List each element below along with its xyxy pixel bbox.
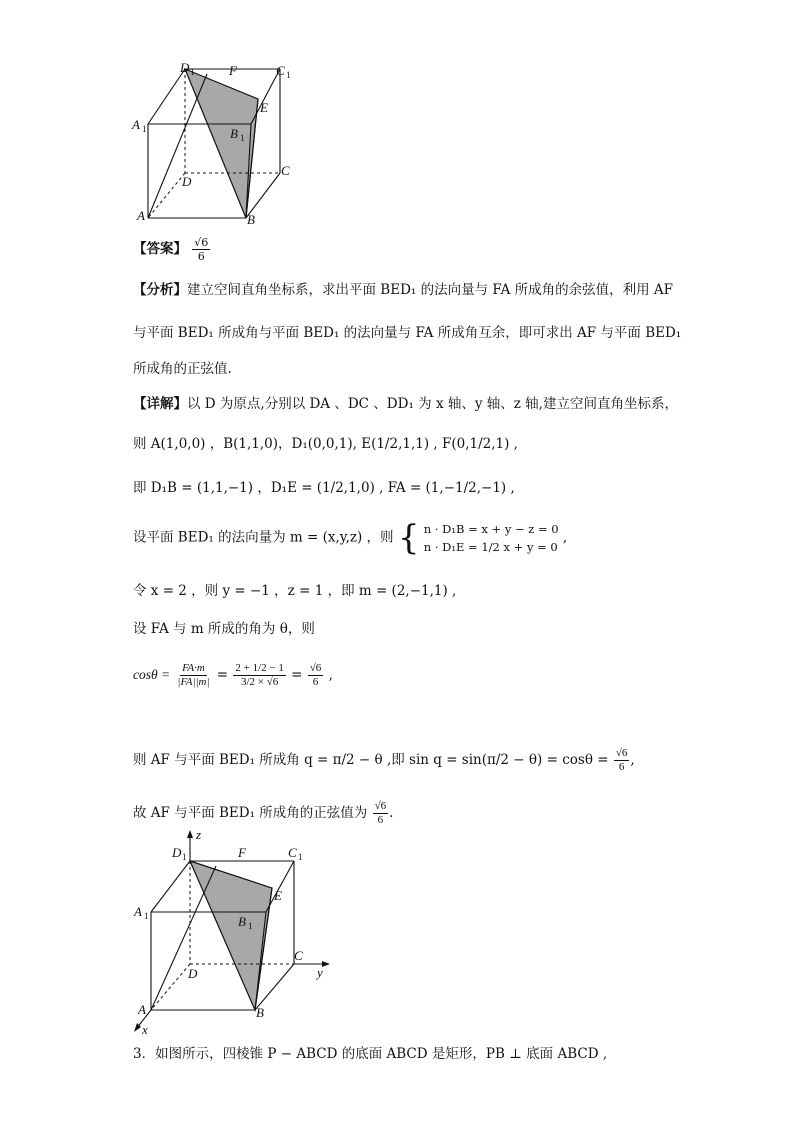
label-A1: A bbox=[132, 117, 140, 132]
analysis-line-3 bbox=[133, 358, 232, 380]
label-B1: B bbox=[230, 126, 238, 141]
label-C: C bbox=[281, 163, 290, 178]
detail-text-8b: π/2 − θ ,即 sin q = sin(π/2 − θ) = cosθ = bbox=[332, 752, 609, 768]
detail-line-2 bbox=[133, 433, 518, 455]
system-eq-2: n · D₁E = 1/2 x + y = 0 bbox=[423, 540, 558, 554]
axis-label-y: y bbox=[317, 965, 323, 980]
label-D1: D bbox=[180, 60, 190, 75]
analysis-line-1 bbox=[133, 279, 673, 301]
label2-B1: B bbox=[238, 914, 246, 929]
detail-text-5: 令 x = 2 ，则 y = −1 ，z = 1 ，即 m = (2,−1,1) , bbox=[133, 583, 457, 599]
label2-A: A bbox=[138, 1002, 146, 1017]
detail-line-3 bbox=[133, 477, 515, 499]
detail-line-4 bbox=[133, 520, 567, 556]
answer-label: 【答案】 bbox=[133, 241, 187, 257]
axis-label-z: z bbox=[196, 827, 202, 842]
cos-equation bbox=[133, 655, 333, 695]
sin-result-num: √6 bbox=[615, 747, 628, 759]
detail-label: 【详解】 bbox=[133, 396, 187, 412]
detail-text-1: 以 D 为原点,分别以 DA 、DC 、DD₁ 为 x 轴、y 轴、z 轴,建立空间直角坐标系， bbox=[187, 396, 678, 412]
label2-D1-sub: 1 bbox=[182, 852, 187, 862]
axis-label-x: x bbox=[142, 1022, 148, 1037]
detail-line-5 bbox=[133, 580, 456, 602]
cube-figure-top bbox=[128, 58, 298, 230]
next-problem bbox=[133, 1043, 607, 1065]
cos-f1-num: FA·m bbox=[182, 662, 205, 674]
analysis-label: 【分析】 bbox=[133, 282, 187, 298]
system-eq-1: n · D₁B = x + y − z = 0 bbox=[423, 522, 559, 536]
analysis-line-2 bbox=[133, 322, 681, 344]
label-C1: C bbox=[276, 63, 285, 78]
label2-A1: A bbox=[134, 904, 142, 919]
detail-line-8: 则 AF 与平面 BED₁ 所成角 q = π/2 − θ ,即 sin q = sin(π/2 − θ) = cosθ = $\frac{√6}{6}$ , bbox=[133, 747, 635, 773]
cos-result-num: √6 bbox=[309, 662, 322, 674]
label2-D1: D bbox=[172, 845, 182, 860]
analysis-text-1: 建立空间直角坐标系，求出平面 BED₁ 的法向量与 FA 所成角的余弦值，利用 AF bbox=[187, 282, 674, 298]
analysis-text-2: 与平面 BED₁ 所成角与平面 BED₁ 的法向量与 FA 所成角互余，即可求出 AF 与平面 BED₁ bbox=[133, 325, 682, 341]
shaded-triangle-2 bbox=[190, 861, 272, 1010]
cos-lhs: cosθ = bbox=[133, 667, 171, 682]
equals-2: = bbox=[291, 667, 303, 683]
equation-system bbox=[424, 520, 559, 556]
label-B1-sub: 1 bbox=[240, 133, 245, 143]
final-result bbox=[373, 800, 389, 827]
cos-f2-num: 2 + 1/2 − 1 bbox=[235, 662, 284, 674]
analysis-text-3: 所成角的正弦值. bbox=[133, 361, 232, 377]
next-problem-text: 3．如图所示，四棱锥 P − ABCD 的底面 ABCD 是矩形，PB ⊥ 底面 ABCD , bbox=[133, 1046, 608, 1062]
label2-E: E bbox=[274, 888, 282, 903]
label-A: A bbox=[137, 208, 145, 223]
detail-line-9: 故 AF 与平面 BED₁ 所成角的正弦值为 $\frac{√6}{6}$ . bbox=[133, 800, 394, 826]
label-E: E bbox=[260, 100, 268, 115]
detail-text-3: 即 D₁B = (1,1,−1) ，D₁E = (1/2,1,0) , FA = (1,−1/2,−1) , bbox=[133, 480, 515, 496]
label2-D: D bbox=[188, 966, 198, 981]
label2-B: B bbox=[256, 1005, 264, 1020]
detail-text-8a: 则 AF 与平面 BED₁ 所成角 q = bbox=[133, 752, 329, 768]
label2-B1-sub: 1 bbox=[248, 921, 253, 931]
label2-F: F bbox=[238, 845, 246, 860]
answer-line bbox=[133, 236, 211, 263]
sin-result-den: 6 bbox=[618, 761, 625, 773]
label2-C1-sub: 1 bbox=[298, 852, 303, 862]
label-D1-sub: 1 bbox=[190, 67, 195, 77]
cos-result bbox=[308, 662, 324, 689]
sin-result bbox=[614, 747, 630, 774]
label2-A1-sub: 1 bbox=[144, 911, 149, 921]
equals-1: = bbox=[216, 667, 229, 683]
label-F: F bbox=[229, 63, 237, 78]
label2-C: C bbox=[294, 948, 303, 963]
detail-text-6: 设 FA 与 m 所成的角为 θ，则 bbox=[133, 621, 315, 637]
label-D: D bbox=[182, 174, 192, 189]
final-den: 6 bbox=[377, 814, 384, 826]
system-comma: , bbox=[562, 529, 568, 546]
label-C1-sub: 1 bbox=[286, 70, 291, 80]
answer-fraction bbox=[192, 236, 210, 263]
cos-result-den: 6 bbox=[312, 676, 319, 688]
cos-f2-den: 3/2 × √6 bbox=[240, 676, 279, 688]
detail-text-4: 设平面 BED₁ 的法向量为 m = (x,y,z) ，则 bbox=[133, 529, 394, 546]
cos-f1-den: |FA||m| bbox=[177, 676, 210, 688]
detail-line-6 bbox=[133, 618, 315, 640]
cos-fraction-2 bbox=[233, 662, 285, 689]
label-B: B bbox=[247, 212, 255, 227]
cos-comma: , bbox=[328, 667, 333, 683]
detail-text-9: 故 AF 与平面 BED₁ 所成角的正弦值为 bbox=[133, 805, 368, 821]
system-brace: { bbox=[397, 518, 420, 558]
cos-fraction-1 bbox=[175, 662, 211, 689]
detail-line-1 bbox=[133, 393, 678, 415]
label-A1-sub: 1 bbox=[142, 124, 147, 134]
label2-C1: C bbox=[288, 845, 297, 860]
detail-text-2: 则 A(1,0,0) ，B(1,1,0)，D₁(0,0,1), E(1/2,1,1) , F(0,1/2,1) , bbox=[133, 436, 518, 452]
answer-num: √6 bbox=[194, 236, 209, 249]
final-num: √6 bbox=[374, 800, 387, 812]
answer-den: 6 bbox=[197, 250, 205, 263]
cube-figure-axes bbox=[128, 826, 338, 1040]
